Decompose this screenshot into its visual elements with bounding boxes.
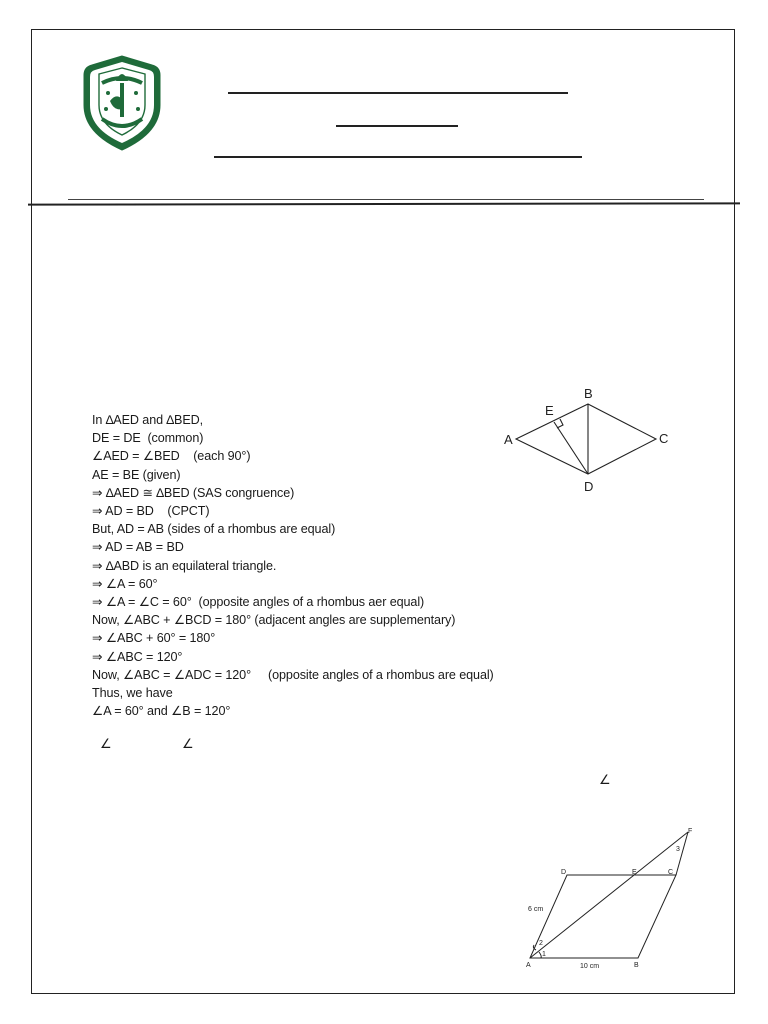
parallelogram-figure: [520, 824, 700, 974]
label-d: D: [561, 869, 567, 876]
side-ab-length: 10 cm: [580, 963, 600, 970]
solution-line: ⇒ ∠A = 60°: [92, 576, 158, 591]
solution-line: ⇒ AD = AB = BD: [92, 540, 184, 555]
line-cf: [676, 832, 688, 875]
label-e: E: [632, 869, 637, 876]
solution-line: ⇒ ∆ABD is an equilateral triangle.: [92, 558, 277, 573]
solution-line: ⇒ ∠ABC + 60° = 180°: [92, 631, 216, 646]
solution-line: DE = DE (common): [92, 431, 204, 446]
school-crest-logo: [80, 53, 164, 153]
solution-line: ⇒ ∠ABC = 120°: [92, 649, 183, 664]
parallelogram-abcd: [530, 875, 676, 958]
label-b: B: [584, 386, 593, 401]
header-divider-thin: [68, 199, 704, 200]
angle-symbol: ∠: [599, 772, 611, 787]
angle-2-label: 2: [539, 940, 543, 947]
solution-line: ⇒ AD = BD (CPCT): [92, 504, 210, 519]
solution-line: ⇒ ∆AED ≅ ∆BED (SAS congruence): [92, 485, 295, 500]
line-af: [530, 832, 688, 958]
angle-symbol: ∠: [100, 736, 112, 751]
label-c: C: [668, 869, 674, 876]
solution-line: ⇒ ∠A = ∠C = 60° (opposite angles of a rhombus aer equal): [92, 595, 425, 610]
solution-line: In ∆AED and ∆BED,: [92, 413, 204, 427]
header-blank-line-2: [336, 125, 458, 127]
header-blank-line-3: [214, 156, 582, 158]
side-ad-length: 6 cm: [528, 906, 544, 913]
solution-text: [92, 411, 494, 720]
label-c: C: [659, 431, 669, 446]
solution-line: Thus, we have: [92, 686, 173, 701]
solution-line: ∠AED = ∠BED (each 90°): [92, 449, 251, 464]
angle-3-label: 3: [676, 846, 680, 853]
label-a: A: [526, 962, 531, 969]
angle-1-label: 1: [542, 951, 546, 958]
solution-line: But, AD = AB (sides of a rhombus are equal): [92, 522, 336, 537]
right-angle-marker: [557, 419, 563, 428]
solution-line: Now, ∠ABC = ∠ADC = 120° (opposite angles of a rhombus are equal): [92, 667, 494, 682]
angle-symbol: ∠: [182, 736, 194, 751]
rhombus-abcd: [516, 404, 656, 474]
solution-line: ∠A = 60° and ∠B = 120°: [92, 704, 231, 719]
solution-line: AE = BE (given): [92, 467, 181, 482]
solution-line: Now, ∠ABC + ∠BCD = 180° (adjacent angles are supplementary): [92, 613, 456, 628]
label-a: A: [504, 432, 513, 447]
label-b: B: [634, 962, 639, 969]
header-blank-line-1: [228, 92, 568, 94]
label-f: F: [688, 828, 693, 835]
label-d: D: [584, 479, 594, 494]
rhombus-figure: [496, 382, 676, 497]
label-e: E: [545, 403, 554, 418]
